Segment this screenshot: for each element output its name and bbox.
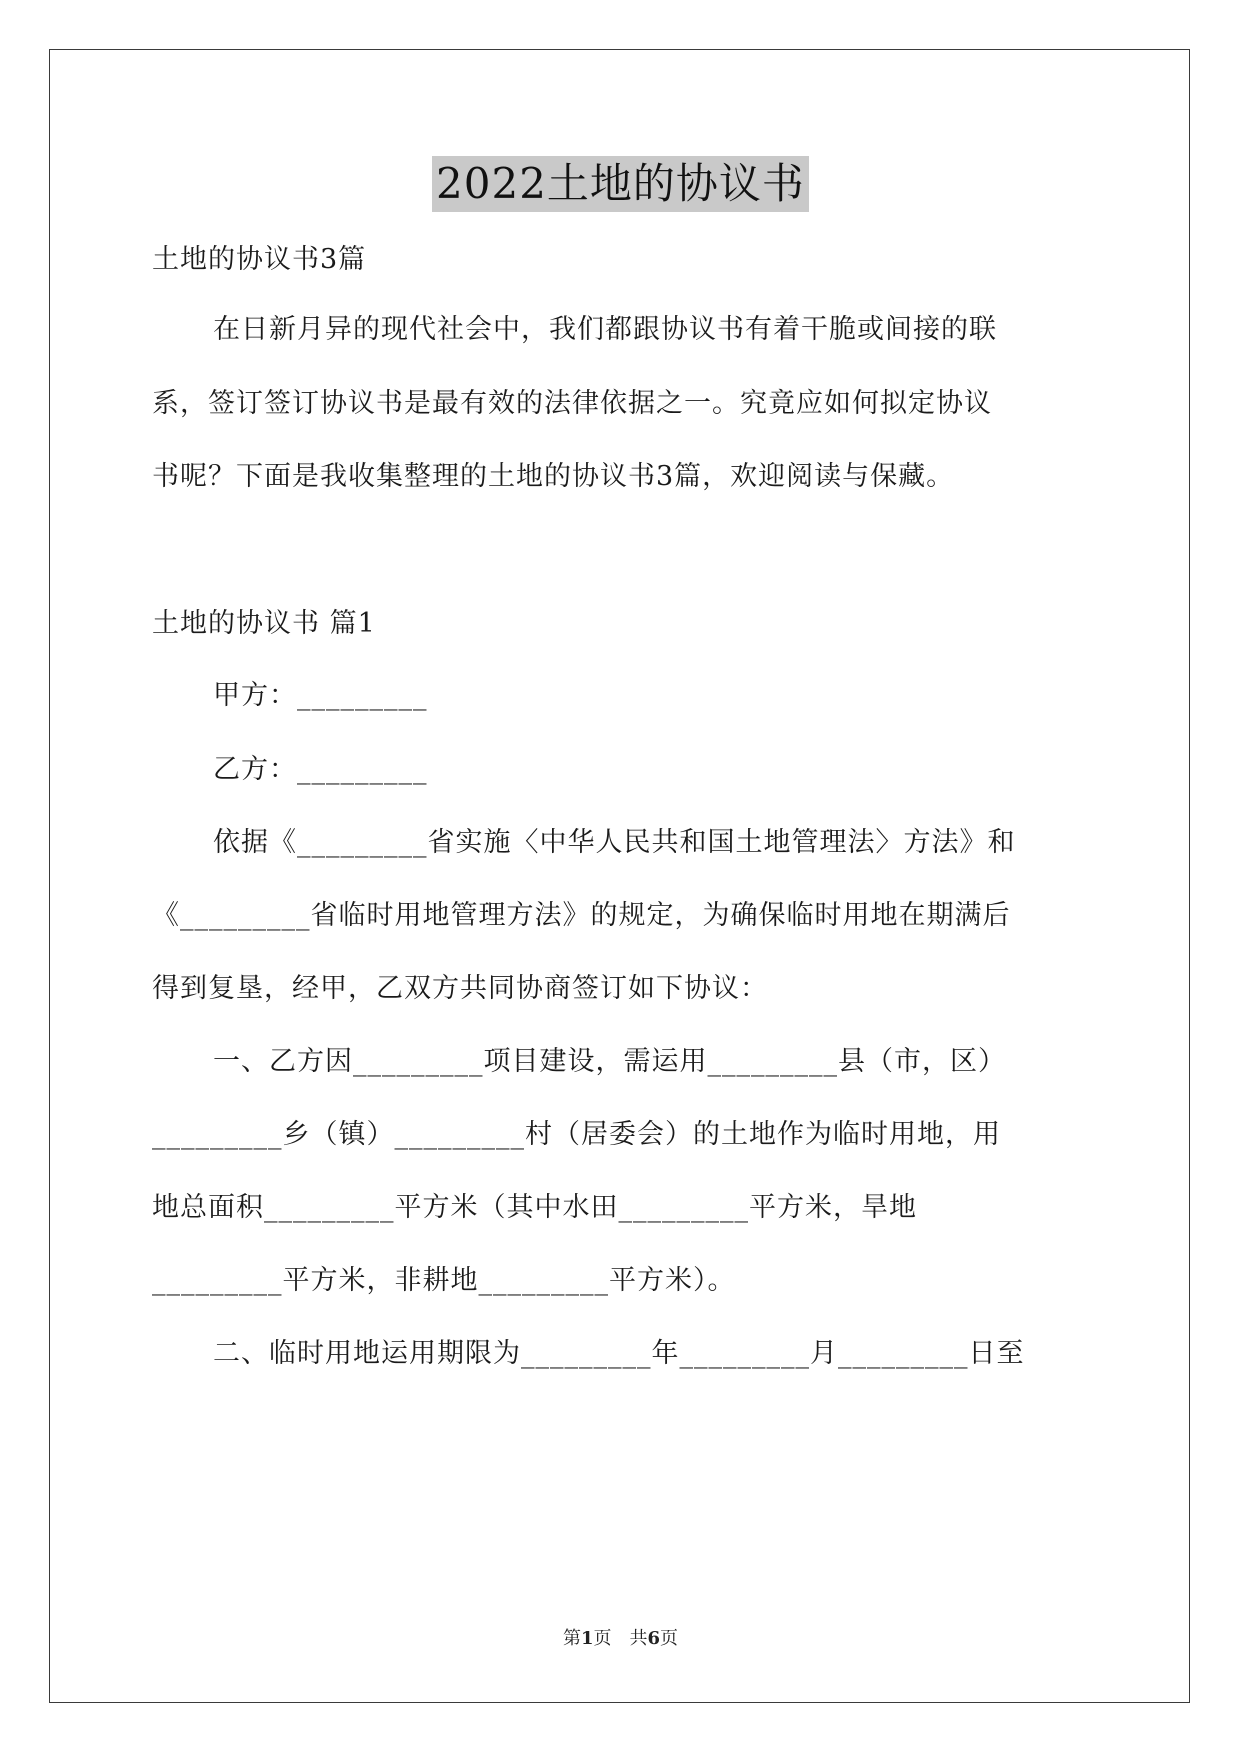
footer-total-suffix: 页 — [660, 1628, 679, 1649]
party-a-line: 甲方：_________ — [213, 680, 428, 711]
body-line-6: 地总面积_________平方米（其中水田_________平方米，旱地 — [152, 1192, 917, 1223]
intro-line-2: 系，签订签订协议书是最有效的法律依据之一。究竟应如何拟定协议 — [152, 388, 992, 419]
footer-page-total: 6 — [647, 1628, 661, 1649]
footer-page-mid: 页 — [593, 1628, 612, 1649]
footer-page-prefix: 第 — [562, 1628, 581, 1649]
party-b-line: 乙方：_________ — [213, 754, 428, 785]
body-line-8: 二、临时用地运用期限为_________年_________月_________日至 — [213, 1338, 1025, 1369]
body-line-1: 依据《_________省实施〈中华人民共和国土地管理法〉方法》和 — [213, 827, 1016, 858]
title-container — [0, 156, 1241, 212]
body-line-4: 一、乙方因_________项目建设，需运用_________县（市，区） — [213, 1046, 1006, 1077]
document-subtitle: 土地的协议书3篇 — [152, 244, 367, 275]
intro-line-1: 在日新月异的现代社会中，我们都跟协议书有着干脆或间接的联 — [213, 314, 997, 345]
intro-line-3: 书呢？下面是我收集整理的土地的协议书3篇，欢迎阅读与保藏。 — [152, 461, 955, 492]
body-line-5: _________乡（镇）_________村（居委会）的土地作为临时用地，用 — [152, 1119, 1001, 1150]
footer-total-prefix: 共 — [629, 1628, 648, 1649]
footer-page-current: 1 — [580, 1628, 594, 1649]
page-footer — [0, 1627, 1241, 1651]
document-title: 2022土地的协议书 — [432, 156, 809, 212]
body-line-2: 《_________省临时用地管理方法》的规定，为确保临时用地在期满后 — [152, 900, 1011, 931]
section-heading: 土地的协议书 篇1 — [152, 608, 376, 639]
body-line-7: _________平方米，非耕地_________平方米）。 — [152, 1265, 736, 1296]
page-border — [49, 49, 1190, 1703]
body-line-3: 得到复垦，经甲，乙双方共同协商签订如下协议： — [152, 973, 768, 1004]
